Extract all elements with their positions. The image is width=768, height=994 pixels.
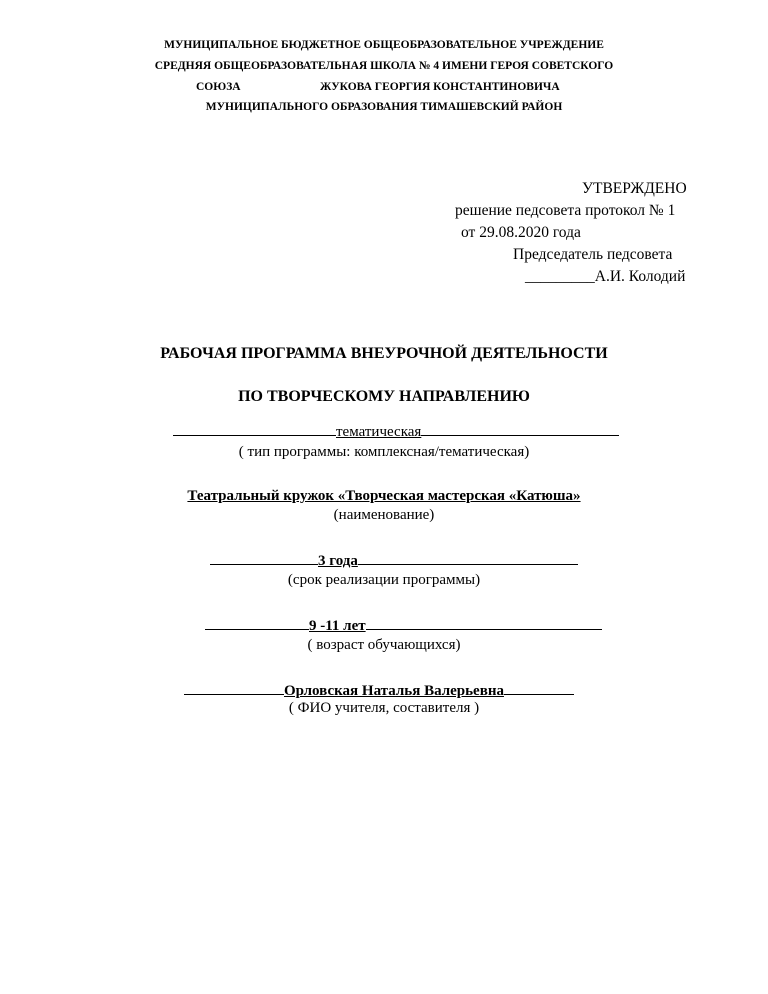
program-type-caption: ( тип программы: комплексная/тематическая) [238,444,530,460]
underline-left [210,550,318,565]
institution-line-4: МУНИЦИПАЛЬНОГО ОБРАЗОВАНИЯ ТИМАШЕВСКИЙ РАЙОН [205,101,563,113]
program-title-line-1: РАБОЧАЯ ПРОГРАММА ВНЕУРОЧНОЙ ДЕЯТЕЛЬНОСТИ [160,345,608,362]
institution-line-3-part-b: ЖУКОВА ГЕОРГИЯ КОНСТАНТИНОВИЧА [320,81,560,93]
program-type-value: тематическая [336,424,422,440]
underline-right [366,615,602,630]
underline-right [504,680,574,695]
underline-left [184,680,284,695]
age-value: 9 -11 лет [309,618,366,634]
underline-right [358,550,578,565]
age-field [205,615,602,635]
approval-signature [525,268,685,286]
signature-line: _________ [525,268,595,285]
underline-left [173,421,336,436]
approval-decision: решение педсовета протокол № 1 [455,202,676,219]
underline-right [421,421,619,436]
approval-date: от 29.08.2020 года [461,224,581,241]
author-field [184,680,574,700]
approval-title: УТВЕРЖДЕНО [582,180,687,197]
program-name-field [0,487,768,505]
approval-chair: Председатель педсовета [513,246,673,263]
program-name-caption: (наименование) [333,507,435,523]
institution-line-2: СРЕДНЯЯ ОБЩЕОБРАЗОВАТЕЛЬНАЯ ШКОЛА № 4 ИМЕНИ ГЕРОЯ СОВЕТСКОГО [154,60,614,72]
program-name-value: Театральный кружок «Творческая мастерская «Катюша» [187,488,581,504]
duration-value: 3 года [318,553,358,569]
author-value: Орловская Наталья Валерьевна [284,683,504,699]
underline-left [205,615,309,630]
duration-caption: (срок реализации программы) [287,572,481,588]
approval-signer: А.И. Колодий [594,268,686,285]
author-caption: ( ФИО учителя, составителя ) [288,700,480,716]
program-title-line-2: ПО ТВОРЧЕСКОМУ НАПРАВЛЕНИЮ [238,388,530,405]
institution-line-1: МУНИЦИПАЛЬНОЕ БЮДЖЕТНОЕ ОБЩЕОБРАЗОВАТЕЛЬНОЕ УЧРЕЖДЕНИЕ [164,39,604,51]
institution-line-3-part-a: СОЮЗА [196,81,241,93]
program-type-field [173,421,619,441]
duration-field [210,550,578,570]
age-caption: ( возраст обучающихся) [307,637,461,653]
